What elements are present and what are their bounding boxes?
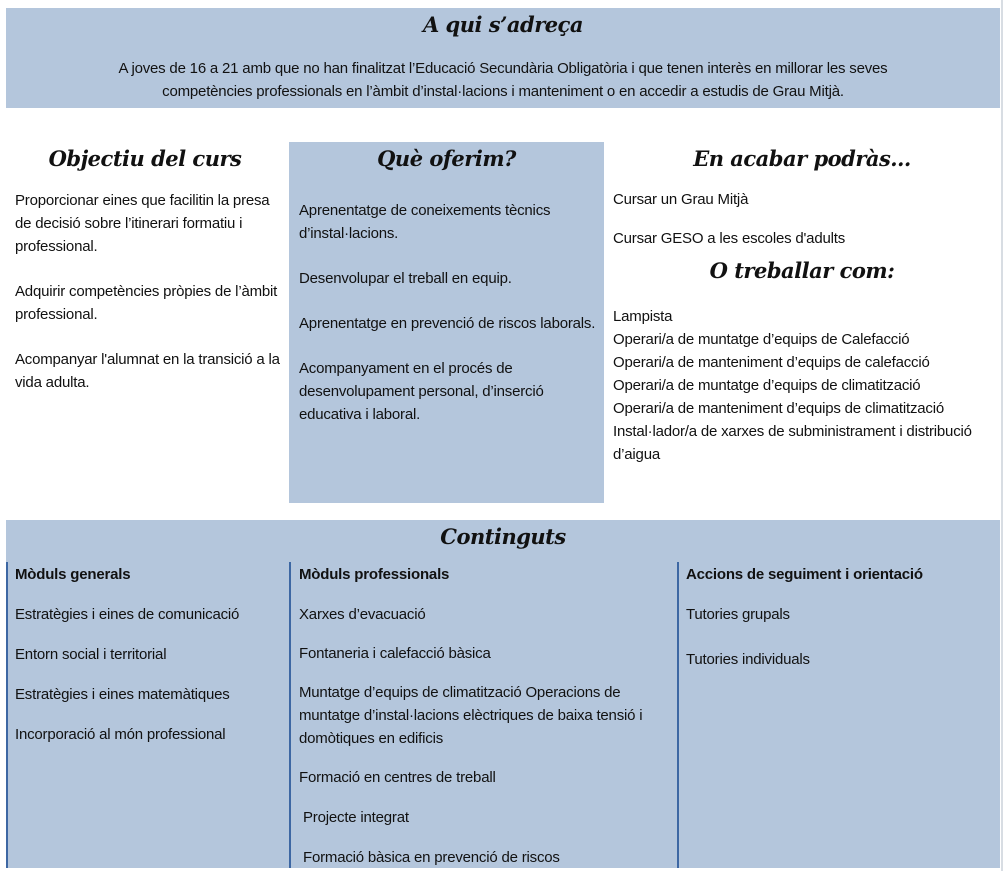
after-section (604, 142, 1000, 466)
general-heading: Mòduls generals (15, 566, 131, 583)
objective-item: Adquirir competències pròpies de l’àmbit professional. (15, 283, 278, 323)
column-divider (6, 562, 8, 868)
job-item: Operari/a de muntatge d’equips de Calefacció (613, 331, 910, 348)
objective-item: Acompanyar l'alumnat en la transició a la vida adulta. (15, 351, 280, 391)
offer-item: Desenvolupar el treball en equip. (299, 270, 512, 287)
job-item: Operari/a de manteniment d’equips de calefacció (613, 354, 930, 371)
job-item: Lampista (613, 308, 673, 325)
general-item: Estratègies i eines de comunicació (15, 606, 240, 623)
offer-item: Acompanyament en el procés de desenvolupament personal, d’inserció educativa i laboral. (299, 360, 544, 423)
work-title: O treballar com: (709, 258, 895, 283)
professional-item: Muntatge d’equips de climatització Operacions de muntatge d’instal·lacions elèctriques de baixa tensió i domòtiques en edificis (299, 684, 643, 747)
objective-section (6, 142, 284, 394)
professional-item: Formació en centres de treball (299, 769, 496, 786)
general-item: Incorporació al món professional (15, 726, 226, 743)
after-item: Cursar un Grau Mitjà (613, 191, 749, 208)
right-edge (1001, 0, 1003, 871)
offer-title: Què oferim? (377, 146, 516, 171)
audience-section (6, 8, 1000, 108)
general-item: Estratègies i eines matemàtiques (15, 686, 230, 703)
professional-item: Fontaneria i calefacció bàsica (299, 645, 491, 662)
offer-item: Aprenentatge de coneixements tècnics d’instal·lacions. (299, 202, 551, 242)
audience-title: A qui s’adreça (422, 12, 584, 37)
guidance-item: Tutories grupals (686, 606, 790, 623)
after-title: En acabar podràs… (693, 146, 911, 171)
objective-item: Proporcionar eines que facilitin la presa de decisió sobre l’itinerari formatiu i professional. (15, 192, 270, 255)
column-divider (289, 562, 291, 868)
general-item: Entorn social i territorial (15, 646, 167, 663)
professional-modules (299, 563, 671, 869)
audience-text-line2: competències professionals en l’àmbit d’instal·lacions i manteniment o en accedir a estudis de Grau Mitjà. (162, 83, 844, 100)
after-item: Cursar GESO a les escoles d'adults (613, 230, 845, 247)
professional-item: Xarxes d’evacuació (299, 606, 426, 623)
job-item: Instal·lador/a de xarxes de subministrament i distribució d’aigua (613, 423, 972, 463)
job-item: Operari/a de muntatge d’equips de climatització (613, 377, 921, 394)
job-item: Operari/a de manteniment d’equips de climatització (613, 400, 945, 417)
professional-item: Projecte integrat (303, 809, 409, 826)
professional-heading: Mòduls professionals (299, 566, 450, 583)
guidance-actions (686, 563, 996, 671)
offer-section (289, 142, 604, 503)
objective-title: Objectiu del curs (48, 146, 242, 171)
professional-item: Formació bàsica en prevenció de riscos (303, 849, 560, 866)
offer-item: Aprenentatge en prevenció de riscos laborals. (299, 315, 596, 332)
audience-text-line1: A joves de 16 a 21 amb que no han finalitzat l’Educació Secundària Obligatòria i que tenen interès en millorar les seves (118, 60, 888, 77)
guidance-item: Tutories individuals (686, 651, 810, 668)
column-divider (677, 562, 679, 868)
contents-title: Continguts (440, 524, 566, 549)
guidance-heading: Accions de seguiment i orientació (686, 566, 923, 583)
general-modules (15, 563, 287, 746)
